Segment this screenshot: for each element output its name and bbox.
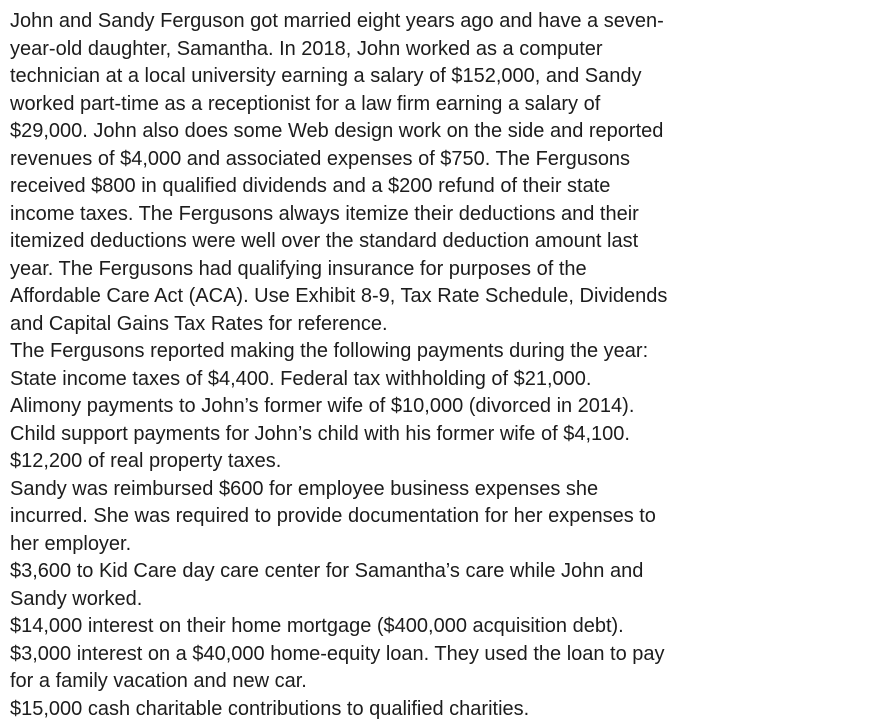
problem-text <box>10 8 870 723</box>
text-line: Sandy worked. <box>10 587 143 610</box>
text-line: technician at a local university earning a salary of $152,000, and Sandy <box>10 65 642 87</box>
text-line: income taxes. The Fergusons always itemize their deductions and their <box>10 202 639 225</box>
text-line: Affordable Care Act (ACA). Use Exhibit 8-9, Tax Rate Schedule, Dividends <box>10 285 668 307</box>
text-line: $15,000 cash charitable contributions to qualified charities. <box>10 697 530 720</box>
text-line: Sandy was reimbursed $600 for employee business expenses she <box>10 477 599 500</box>
text-line: John and Sandy Ferguson got married eight years ago and have a seven- <box>10 10 664 32</box>
text-line: received $800 in qualified dividends and a $200 refund of their state <box>10 175 611 197</box>
text-line: incurred. She was required to provide documentation for her expenses to <box>10 505 656 527</box>
text-line: Child support payments for John’s child with his former wife of $4,100. <box>10 422 630 445</box>
text-line: $3,000 interest on a $40,000 home-equity loan. They used the loan to pay <box>10 642 665 665</box>
text-line: itemized deductions were well over the standard deduction amount last <box>10 230 639 252</box>
text-line: her employer. <box>10 532 132 555</box>
text-line: $3,600 to Kid Care day care center for Samantha’s care while John and <box>10 560 644 582</box>
text-line: revenues of $4,000 and associated expenses of $750. The Fergusons <box>10 147 631 170</box>
text-line: The Fergusons reported making the following payments during the year: <box>10 340 649 362</box>
text-line: Alimony payments to John’s former wife of $10,000 (divorced in 2014). <box>10 395 635 417</box>
text-line: year-old daughter, Samantha. In 2018, John worked as a computer <box>10 37 603 60</box>
text-line: for a family vacation and new car. <box>10 670 307 692</box>
text-line: State income taxes of $4,400. Federal tax withholding of $21,000. <box>10 367 592 390</box>
text-line: $29,000. John also does some Web design work on the side and reported <box>10 120 664 142</box>
text-line: $12,200 of real property taxes. <box>10 450 282 472</box>
text-line: and Capital Gains Tax Rates for reference. <box>10 312 388 335</box>
text-line: year. The Fergusons had qualifying insurance for purposes of the <box>10 257 587 280</box>
text-line: $14,000 interest on their home mortgage ($400,000 acquisition debt). <box>10 615 624 637</box>
text-line: worked part-time as a receptionist for a law firm earning a salary of <box>10 92 601 115</box>
